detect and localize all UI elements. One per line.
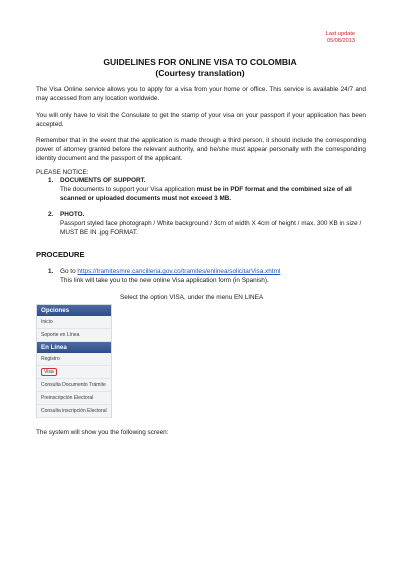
notice-item-text: The documents to support your Visa application bbox=[60, 186, 197, 193]
menu-item-visa-label: Visa bbox=[41, 368, 57, 376]
third-party-paragraph: Remember that in the event that the application is made through a third person, it should include the corresponding power of attorney granted before the relevant authority, and he/she must appear personally with the corresponding identity document and the passport of the applicant. bbox=[36, 137, 366, 162]
document-title: GUIDELINES FOR ONLINE VISA TO COLOMBIA bbox=[103, 57, 297, 67]
last-update bbox=[326, 31, 355, 44]
menu-item-inicio[interactable]: Inicio bbox=[37, 316, 111, 329]
menu-item-soporte[interactable]: Soporte en Línea bbox=[37, 329, 111, 342]
menu-item-preinscripcion[interactable]: Preinscripción Electoral bbox=[37, 392, 111, 405]
menu-header-en-linea: En Línea bbox=[37, 342, 111, 353]
menu-header-opciones: Opciones bbox=[37, 305, 111, 316]
notice-item-photo bbox=[48, 210, 368, 237]
notice-item-bold-text: must be in PDF format and the combined size of all scanned or uploaded documents must not exceed 3 MB. bbox=[60, 186, 352, 202]
step-prefix: Go to bbox=[60, 268, 78, 275]
notice-item-text: Passport styled face photograph / White background / 3cm of width X 4cm of height / max. 300 KB in size / MUST BE IN .jpg FORMAT. bbox=[60, 220, 362, 236]
notice-item-number: 2. bbox=[48, 211, 54, 218]
options-menu-screenshot bbox=[36, 304, 112, 418]
notice-label: PLEASE NOTICE: bbox=[36, 169, 89, 176]
last-update-label: Last update bbox=[325, 31, 355, 37]
notice-item-documents bbox=[48, 176, 368, 203]
intro-paragraph: The Visa Online service allows you to apply for a visa from your home or office. This service is available 24/7 and may accessed from any location worldwide. bbox=[36, 86, 366, 102]
last-update-date: 05/08/2013 bbox=[327, 37, 355, 44]
menu-item-consulta-documento[interactable]: Consulta Documento Trámite bbox=[37, 379, 111, 392]
procedure-heading: PROCEDURE bbox=[36, 250, 85, 259]
document-subtitle: (Courtesy translation) bbox=[155, 68, 245, 78]
notice-item-number: 1. bbox=[48, 177, 54, 184]
notice-item-heading: DOCUMENTS OF SUPPORT. bbox=[60, 177, 146, 184]
notice-item-heading: PHOTO. bbox=[60, 211, 85, 218]
menu-instruction: Select the option VISA, under the menu EN LINEA bbox=[120, 294, 264, 301]
menu-item-visa[interactable] bbox=[37, 366, 111, 379]
visa-application-link[interactable]: https://tramitesmre.cancilleria.gov.co/tramites/enlinea/solicitarVisa.xhtml bbox=[77, 268, 281, 275]
final-text: The system will show you the following screen: bbox=[36, 429, 169, 436]
consulate-paragraph: You will only have to visit the Consulate to get the stamp of your visa on your passport if your application has been accepted. bbox=[36, 112, 366, 128]
step-number: 1. bbox=[48, 268, 54, 275]
menu-item-registro[interactable]: Registro bbox=[37, 353, 111, 366]
procedure-step-1 bbox=[48, 267, 368, 285]
step-description: This link will take you to the new online Visa application form (in Spanish). bbox=[60, 277, 269, 284]
menu-item-consulta-inscripcion[interactable]: Consulta inscripción Electoral bbox=[37, 405, 111, 418]
